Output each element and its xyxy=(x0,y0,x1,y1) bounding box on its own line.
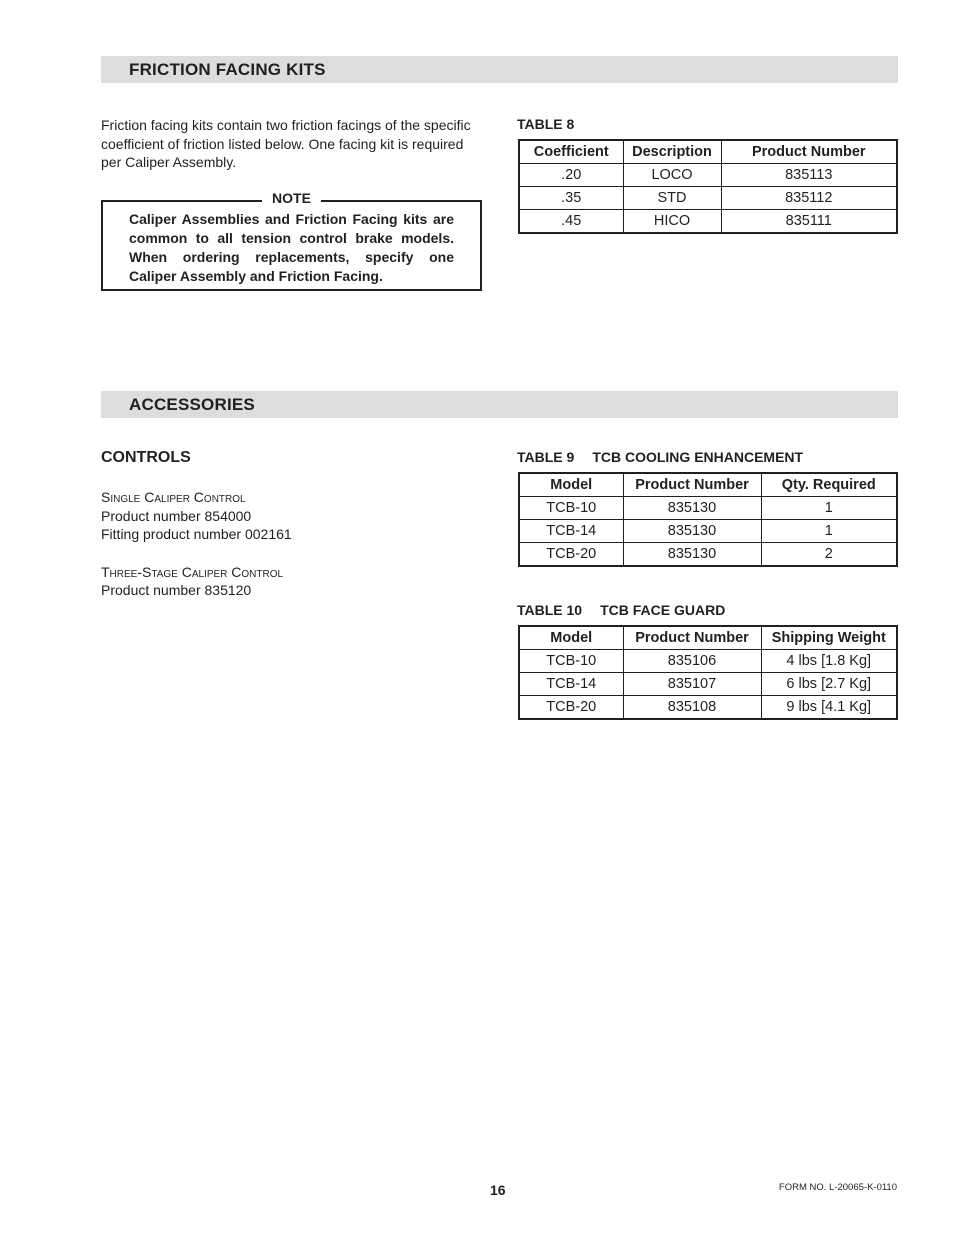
control-line: Product number 835120 xyxy=(101,582,252,598)
section-title: FRICTION FACING KITS xyxy=(129,60,326,79)
table-header-row xyxy=(519,140,897,164)
table-cell: 835108 xyxy=(623,696,761,720)
table-cell: HICO xyxy=(623,210,721,234)
table-cell: 835130 xyxy=(623,520,761,543)
column-header: Product Number xyxy=(623,626,761,650)
column-header: Product Number xyxy=(721,140,897,164)
table-row xyxy=(519,210,897,234)
control-title: Single Caliper Control xyxy=(101,489,246,505)
table-cell: TCB-14 xyxy=(519,520,623,543)
controls-list xyxy=(101,488,491,600)
table-label: TABLE 9 xyxy=(517,449,575,465)
table-row xyxy=(519,543,897,567)
intro-line: coefficient of friction listed below. One facing kit is required xyxy=(101,135,464,152)
section-title: ACCESSORIES xyxy=(129,395,255,414)
column-header: Product Number xyxy=(623,473,761,497)
table-cell: STD xyxy=(623,187,721,210)
table-row xyxy=(519,673,897,696)
table-cell: 1 xyxy=(761,497,897,520)
table-cell: 6 lbs [2.7 Kg] xyxy=(761,673,897,696)
table-header-row xyxy=(519,473,897,497)
note-box xyxy=(101,190,482,291)
table-title: TCB FACE GUARD xyxy=(600,602,726,618)
column-header: Coefficient xyxy=(519,140,623,164)
table-cell: TCB-10 xyxy=(519,497,623,520)
table-row xyxy=(519,497,897,520)
table10 xyxy=(518,625,898,720)
friction-intro xyxy=(101,116,491,172)
table-row xyxy=(519,520,897,543)
table-cell: 835130 xyxy=(623,543,761,567)
column-header: Model xyxy=(519,473,623,497)
table8-caption xyxy=(517,116,574,132)
table9-caption xyxy=(517,449,803,465)
intro-line: per Caliper Assembly. xyxy=(101,154,237,170)
table-cell: 9 lbs [4.1 Kg] xyxy=(761,696,897,720)
table9 xyxy=(518,472,898,567)
table-cell: LOCO xyxy=(623,164,721,187)
column-header: Shipping Weight xyxy=(761,626,897,650)
section-header-friction xyxy=(101,56,898,83)
table-cell: .45 xyxy=(519,210,623,234)
table-cell: 835106 xyxy=(623,650,761,673)
table-cell: 835111 xyxy=(721,210,897,234)
control-title: Three-Stage Caliper Control xyxy=(101,563,284,580)
table-header-row xyxy=(519,626,897,650)
table-cell: TCB-14 xyxy=(519,673,623,696)
table-cell: TCB-20 xyxy=(519,696,623,720)
table-label: TABLE 10 xyxy=(517,602,583,618)
page-number: 16 xyxy=(490,1182,506,1198)
table-cell: TCB-10 xyxy=(519,650,623,673)
table-cell: 835112 xyxy=(721,187,897,210)
table8 xyxy=(518,139,898,234)
column-header: Qty. Required xyxy=(761,473,897,497)
table-label: TABLE 8 xyxy=(517,116,575,132)
form-number: FORM NO. L-20065-K-0110 xyxy=(778,1182,897,1193)
table-cell: .20 xyxy=(519,164,623,187)
table-cell: 4 lbs [1.8 Kg] xyxy=(761,650,897,673)
column-header: Description xyxy=(623,140,721,164)
table-title: TCB COOLING ENHANCEMENT xyxy=(592,449,804,465)
table-row xyxy=(519,696,897,720)
table-cell: 1 xyxy=(761,520,897,543)
controls-heading: CONTROLS xyxy=(101,449,191,466)
table-row xyxy=(519,164,897,187)
table-cell: 835107 xyxy=(623,673,761,696)
table10-caption xyxy=(517,602,725,618)
table-cell: .35 xyxy=(519,187,623,210)
table-row xyxy=(519,187,897,210)
column-header: Model xyxy=(519,626,623,650)
table-cell: 835130 xyxy=(623,497,761,520)
note-text: Caliper Assemblies and Friction Facing kits are common to all tension control brake models. When ordering replacements, specify one Caliper Assembly and Friction Facing. xyxy=(129,211,454,284)
table-row xyxy=(519,650,897,673)
control-line: Fitting product number 002161 xyxy=(101,526,292,542)
note-label: NOTE xyxy=(103,190,480,206)
intro-line: Friction facing kits contain two friction facings of the specific xyxy=(101,117,471,133)
table-cell: TCB-20 xyxy=(519,543,623,567)
control-line: Product number 854000 xyxy=(101,507,252,524)
section-header-accessories xyxy=(101,391,898,418)
table-cell: 835113 xyxy=(721,164,897,187)
table-cell: 2 xyxy=(761,543,897,567)
